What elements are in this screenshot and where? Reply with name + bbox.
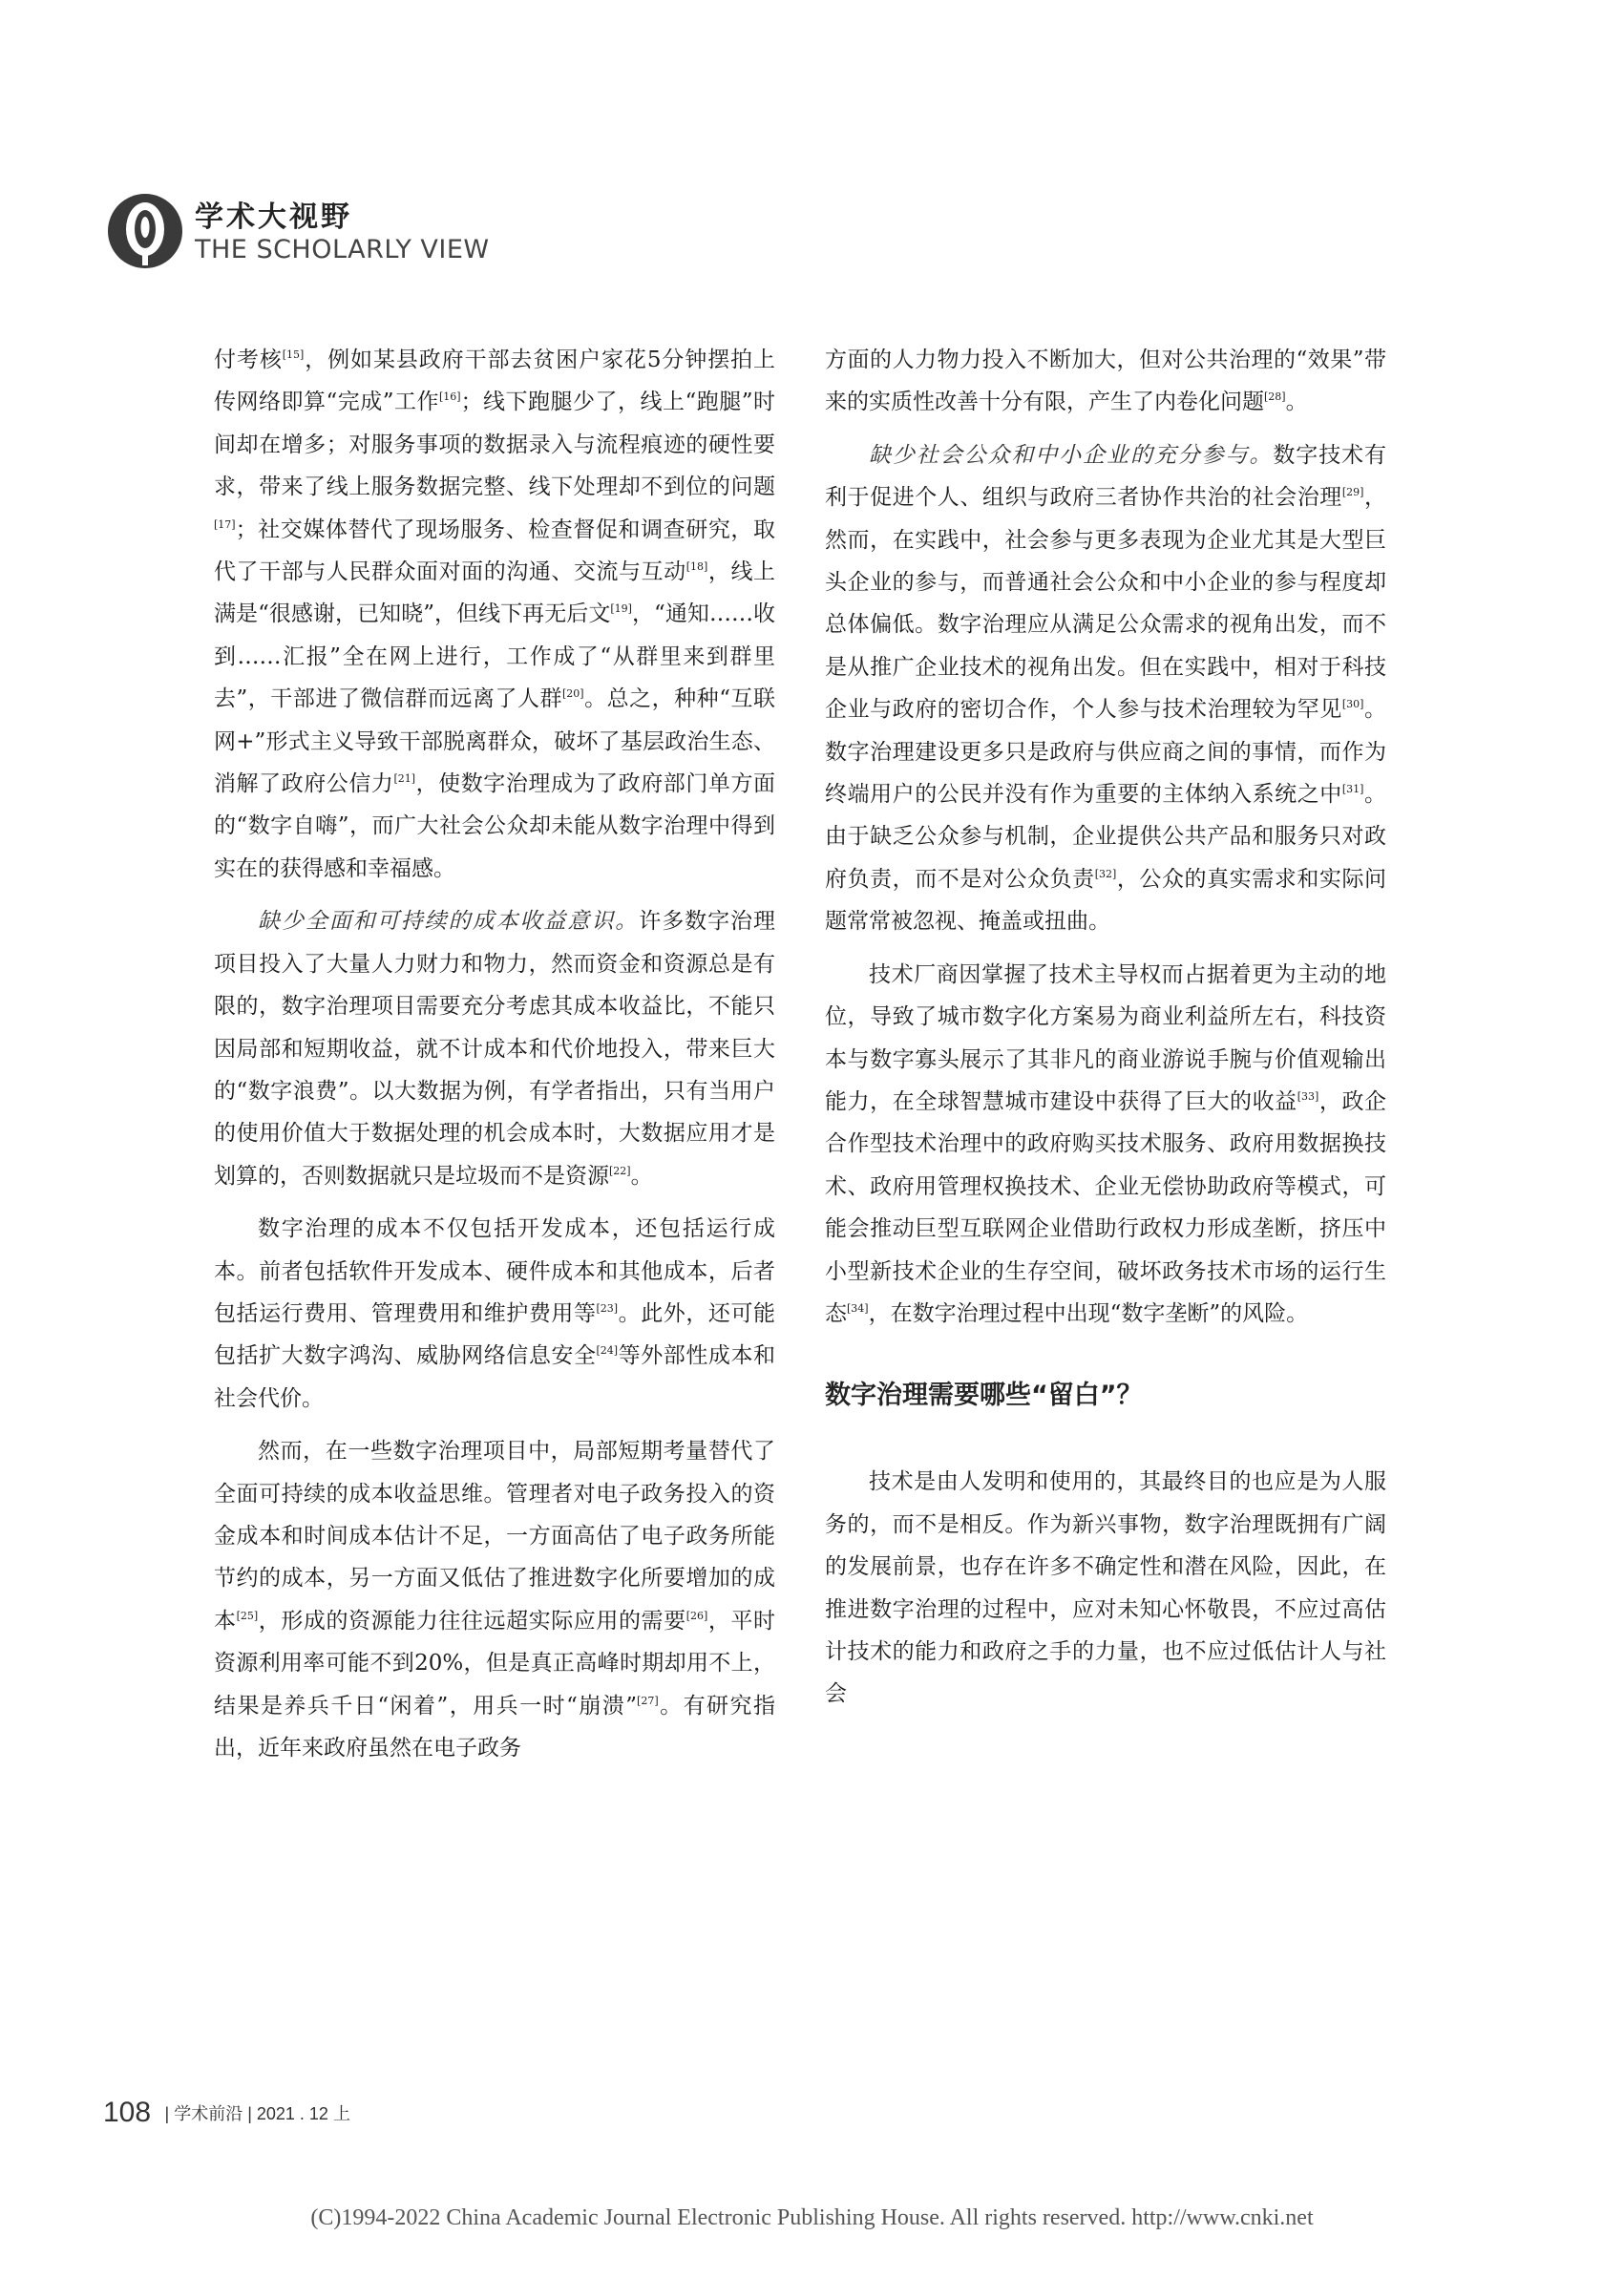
- paragraph-text: 。总之，种种“互联网+”形式主义导致干部脱离群众，破坏了基层政治生态、消解了政府公信力: [214, 686, 775, 797]
- body-paragraph: [825, 339, 1386, 424]
- citation-reference: [20]: [562, 687, 584, 701]
- paragraph-text: ，政企合作型技术治理中的政府购买技术服务、政府用数据换技术、政府用管理权换技术、企业无偿协助政府等模式，可能会推动巨型互联网企业借助行政权力形成垄断，挤压中小型新技术企业的生存空间，破坏政务技术市场的运行生态: [825, 1088, 1387, 1326]
- page-footer: [103, 2097, 350, 2129]
- copyright-notice: (C)1994-2022 China Academic Journal Electronic Publishing House. All rights reserved. http://www.cnki.net: [310, 2205, 1314, 2230]
- citation-reference: [32]: [1094, 867, 1117, 880]
- citation-reference: [19]: [610, 602, 632, 616]
- citation-reference: [24]: [596, 1344, 619, 1358]
- citation-reference: [17]: [214, 517, 236, 531]
- citation-reference: [31]: [1341, 783, 1364, 796]
- citation-reference: [18]: [685, 560, 708, 574]
- paragraph-text: ，例如某县政府干部去贫困户家花5分钟摆拍上传网络即算“完成”工作: [214, 348, 776, 415]
- citation-reference: [22]: [609, 1164, 631, 1177]
- paragraph-text: 。此外，还可能包括扩大数字鸿沟、威胁网络信息安全: [214, 1300, 776, 1369]
- paragraph-text: 。由于缺乏公众参与机制，企业提供公共产品和服务只对政府负责，而不是对公众负责: [825, 782, 1387, 892]
- paragraph-text: ，“通知……收到……汇报”全在网上进行，工作成了“从群里来到群里去”，干部进了微信群而远离了人群: [214, 601, 775, 712]
- paragraph-text: 许多数字治理项目投入了大量人力财力和物力，然而资金和资源总是有限的，数字治理项目需要充分考虑其成本收益比，不能只因局部和短期收益，就不计成本和代价地投入，带来巨大的“数字浪费”。以大数据为例，有学者指出，只有当用户的使用价值大于数据处理的机会成本时，大数据应用才是划算的，否则数据就只是垃圾而不是资源: [214, 909, 776, 1189]
- brand-name-english: THE SCHOLARLY VIEW: [195, 235, 490, 264]
- paragraph-text: 。数字治理建设更多只是政府与供应商之间的事情，而作为终端用户的公民并没有作为重要的主体纳入系统之中: [825, 697, 1387, 808]
- body-paragraph: [825, 434, 1386, 943]
- paragraph-text: ，使数字治理成为了政府部门单方面的“数字自嗨”，而广大社会公众却未能从数字治理中得到实在的获得感和幸福感。: [214, 771, 775, 881]
- right-column: [825, 339, 1386, 1716]
- citation-reference: [33]: [1297, 1089, 1319, 1103]
- paragraph-text: 数字治理的成本不仅包括开发成本，还包括运行成本。前者包括软件开发成本、硬件成本和其他成本，后者包括运行费用、管理费用和维护费用等: [214, 1216, 775, 1326]
- paragraph-lead-phrase: 缺少社会公众和中小企业的充分参与。: [869, 442, 1274, 468]
- paragraph-text: ；线下跑腿少了，线上“跑腿”时间却在增多；对服务事项的数据录入与流程痕迹的硬性要求，带来了线上服务数据完整、线下处理却不到位的问题: [214, 390, 775, 500]
- paragraph-text: ，然而，在实践中，社会参与更多表现为企业尤其是大型巨头企业的参与，而普通社会公众和中小企业的参与程度却总体偏低。数字治理应从满足公众需求的视角出发，而不是从推广企业技术的视角出发。但在实践中，相对于科技企业与政府的密切合作，个人参与技术治理较为罕见: [825, 485, 1387, 723]
- paragraph-text: 付考核: [214, 348, 283, 372]
- paragraph-text: 然而，在一些数字治理项目中，局部短期考量替代了全面可持续的成本收益思维。管理者对电子政务投入的资金成本和时间成本估计不足，一方面高估了电子政务所能节约的成本，另一方面又低估了推进数字化所要增加的成本: [214, 1439, 775, 1634]
- paragraph-text: ，线上满是“很感谢，已知晓”，但线下再无后文: [214, 559, 776, 627]
- journal-issue-info: | 学术前沿 | 2021 . 12 上: [164, 2104, 350, 2123]
- right-column-paragraphs: [825, 339, 1386, 1335]
- citation-reference: [21]: [393, 772, 416, 786]
- paragraph-text: 方面的人力物力投入不断加大，但对公共治理的“效果”带来的实质性改善十分有限，产生了内卷化问题: [825, 348, 1386, 415]
- journal-logo-icon: [107, 191, 183, 271]
- paragraph-text: 。: [1285, 390, 1308, 415]
- paragraph-text: ，平时资源利用率可能不到20%，但是真正高峰时期却用不上，结果是养兵千日“闲着”，用兵一时“崩溃”: [214, 1608, 776, 1719]
- paragraph-text: 等外部性成本和社会代价。: [214, 1343, 776, 1411]
- citation-reference: [30]: [1341, 698, 1364, 711]
- left-column: [214, 339, 775, 1769]
- paragraph-text: ；社交媒体替代了现场服务、检查督促和调查研究，取代了干部与人民群众面对面的沟通、交流与互动: [214, 517, 775, 585]
- paragraph-text: 技术是由人发明和使用的，其最终目的也应是为人服务的，而不是相反。作为新兴事物，数字治理既拥有广阔的发展前景，也存在许多不确定性和潜在风险，因此，在推进数字治理的过程中，应对未知心怀敬畏，不应过高估计技术的能力和政府之手的力量，也不应过低估计人与社会: [825, 1469, 1386, 1707]
- citation-reference: [27]: [637, 1694, 659, 1707]
- citation-reference: [15]: [282, 348, 305, 361]
- body-paragraph: [214, 1430, 775, 1769]
- paragraph-text: 。有研究指出，近年来政府虽然在电子政务: [214, 1693, 775, 1761]
- body-paragraph: [825, 1461, 1386, 1715]
- citation-reference: [23]: [596, 1301, 619, 1315]
- citation-reference: [28]: [1264, 390, 1286, 404]
- paragraph-text: ，形成的资源能力往往远超实际应用的需要: [258, 1608, 686, 1634]
- right-column-paragraphs-after-heading: [825, 1461, 1386, 1715]
- paragraph-text: 数字技术有利于促进个人、组织与政府三者协作共治的社会治理: [825, 442, 1387, 511]
- paragraph-text: 技术厂商因掌握了技术主导权而占据着更为主动的地位，导致了城市数字化方案易为商业利益所左右，科技资本与数字寡头展示了其非凡的商业游说手腕与价值观输出能力，在全球智慧城市建设中获得了巨大的收益: [825, 961, 1386, 1114]
- citation-reference: [29]: [1341, 486, 1364, 499]
- body-paragraph: [214, 1208, 775, 1420]
- body-paragraph: [214, 339, 775, 890]
- body-paragraph: [825, 954, 1386, 1336]
- paragraph-lead-phrase: 缺少全面和可持续的成本收益意识。: [258, 909, 640, 935]
- body-paragraph: [214, 900, 775, 1197]
- citation-reference: [25]: [236, 1609, 259, 1622]
- citation-reference: [26]: [685, 1609, 708, 1622]
- paragraph-text: ，在数字治理过程中出现“数字垄断”的风险。: [868, 1300, 1309, 1326]
- paragraph-text: 。: [630, 1163, 653, 1189]
- brand-name-chinese: 学术大视野: [195, 200, 352, 234]
- citation-reference: [16]: [438, 390, 461, 404]
- paragraph-text: ，公众的真实需求和实际问题常常被忽视、掩盖或扭曲。: [825, 866, 1386, 935]
- section-heading: 数字治理需要哪些“留白”？: [825, 1381, 1143, 1411]
- page-number: 108: [103, 2097, 152, 2128]
- citation-reference: [34]: [847, 1301, 869, 1315]
